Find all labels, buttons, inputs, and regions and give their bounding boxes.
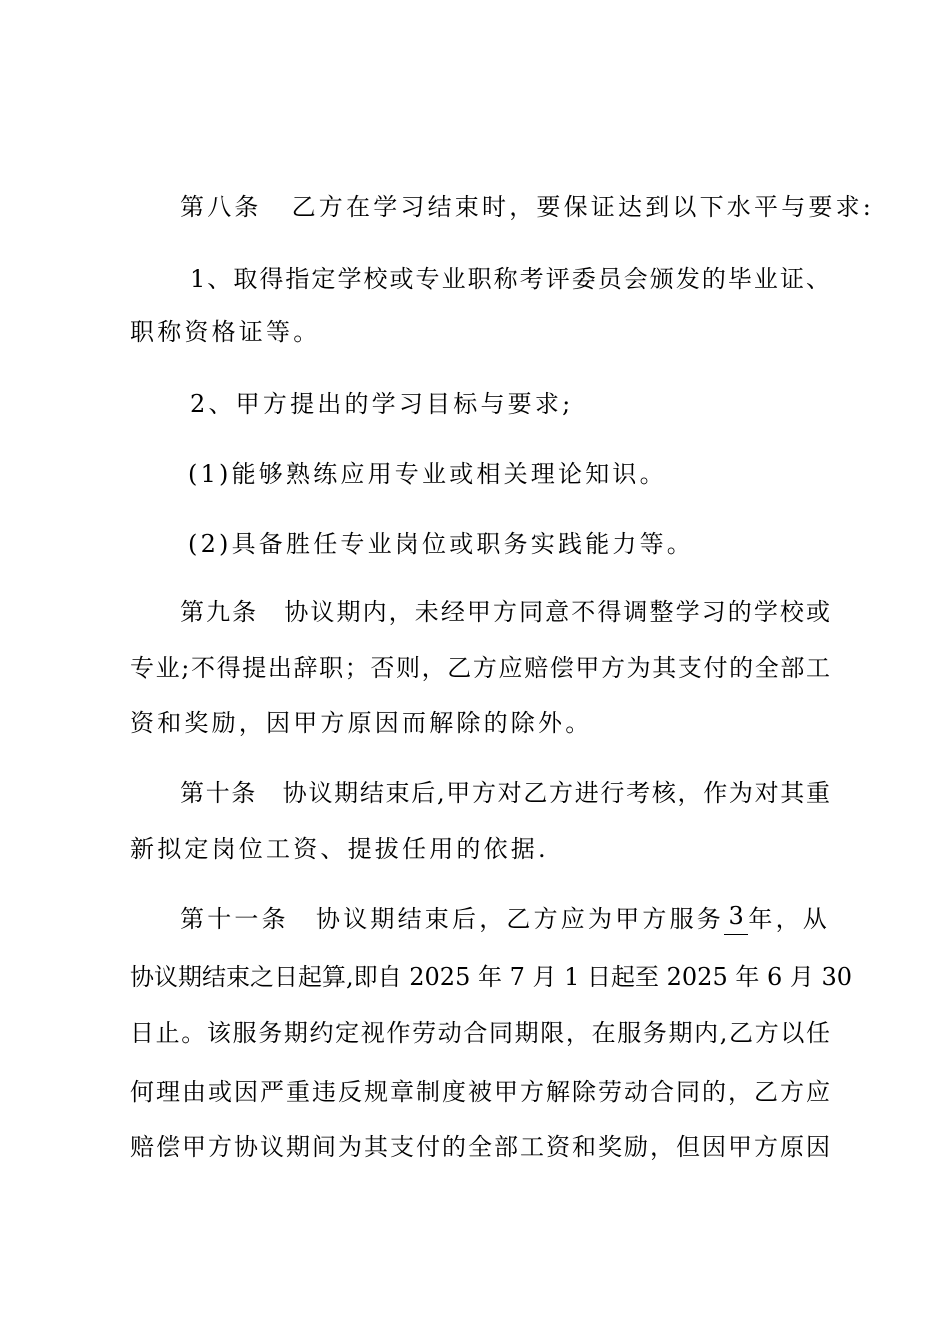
- service-years-blank: 3: [724, 903, 748, 935]
- article-8-item-1-line-2: 职称资格证等。: [130, 318, 321, 346]
- article-8-intro: [180, 191, 875, 223]
- article-11-line-1: [180, 903, 830, 935]
- article-9-line-1: 第九条 协议期内，未经甲方同意不得调整学习的学校或: [180, 598, 830, 626]
- article-11-line-1-after: 年，从: [748, 905, 830, 933]
- article-11-line-4: 何理由或因严重违反规章制度被甲方解除劳动合同的，乙方应: [130, 1078, 830, 1106]
- article-8-heading: 第八条: [180, 193, 262, 221]
- article-11-line-5: 赔偿甲方协议期间为其支付的全部工资和奖励，但因甲方原因: [130, 1133, 830, 1161]
- article-8-sub-item-1: (1)能够熟练应用专业或相关理论知识。: [188, 460, 667, 488]
- article-9-line-2: 专业;不得提出辞职；否则，乙方应赔偿甲方为其支付的全部工: [130, 654, 830, 682]
- article-10-line-2: 新拟定岗位工资、提拔任用的依据.: [130, 835, 549, 863]
- article-11-line-3: 日止。该服务期约定视作劳动合同期限，在服务期内,乙方以任: [130, 1019, 830, 1047]
- article-8-intro-text: 乙方在学习结束时，要保证达到以下水平与要求:: [291, 193, 875, 221]
- article-11-line-2: 协议期结束之日起算,即自 2025 年 7 月 1 日起至 2025 年 6 月 30: [130, 963, 853, 991]
- article-9-line-3: 资和奖励，因甲方原因而解除的除外。: [130, 709, 593, 737]
- article-8-item-1-line-1: 1、取得指定学校或专业职称考评委员会颁发的毕业证、: [190, 265, 830, 293]
- article-11-line-1-before: 第十一条 协议期结束后，乙方应为甲方服务: [180, 905, 724, 933]
- article-8-sub-item-2: (2)具备胜任专业岗位或职务实践能力等。: [188, 530, 694, 558]
- article-8-item-2: 2、甲方提出的学习目标与要求;: [190, 390, 574, 418]
- article-10-line-1: 第十条 协议期结束后,甲方对乙方进行考核，作为对其重: [180, 779, 830, 807]
